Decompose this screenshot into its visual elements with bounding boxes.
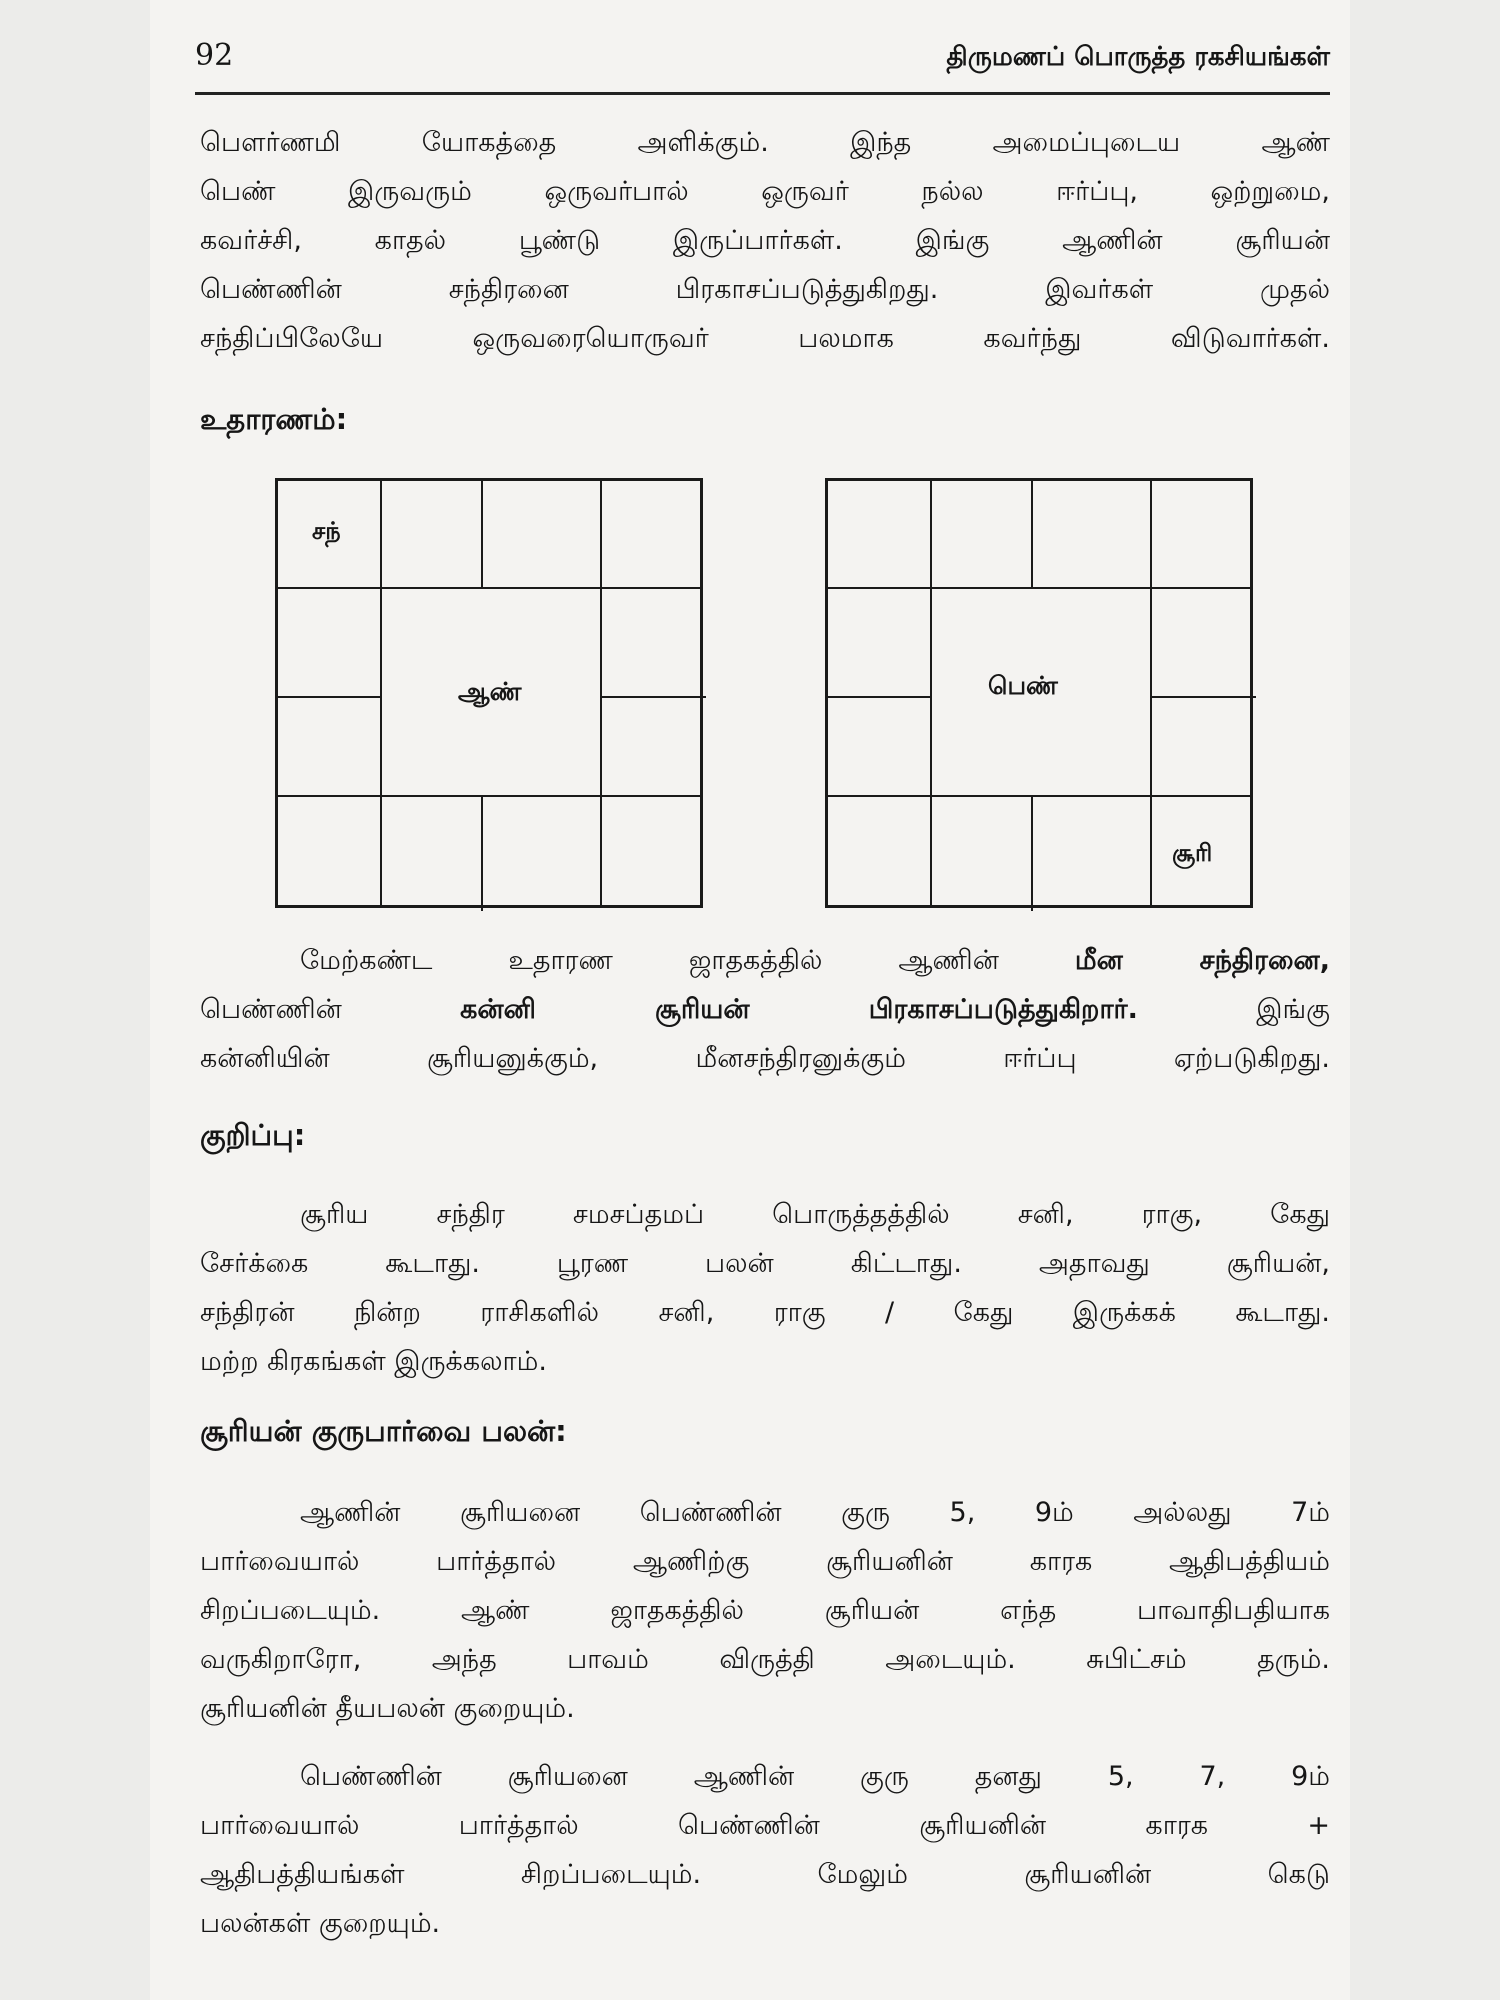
text-line: கன்னியின் சூரியனுக்கும், மீனசந்திரனுக்கும் ஈர்ப்பு ஏற்படுகிறது. bbox=[200, 1043, 1330, 1074]
text-line: ஆணின் சூரியனை பெண்ணின் குரு 5, 9ம் அல்லது 7ம் bbox=[300, 1497, 1330, 1528]
text-line: பார்வையால் பார்த்தால் ஆணிற்கு சூரியனின் காரக ஆதிபத்தியம் bbox=[200, 1546, 1330, 1577]
text-line: சூரியனின் தீயபலன் குறையும். bbox=[200, 1693, 575, 1724]
text-line: பெண்ணின் கன்னி சூரியன் பிரகாசப்படுத்துகிறார். இங்கு bbox=[200, 994, 1330, 1025]
running-title: திருமணப் பொருத்த ரகசியங்கள் bbox=[946, 42, 1330, 72]
paragraph-example-explanation bbox=[200, 936, 1330, 1083]
horoscope-chart-female bbox=[825, 478, 1253, 908]
text-line: மேற்கண்ட உதாரண ஜாதகத்தில் ஆணின் மீன சந்திரனை, bbox=[300, 945, 1330, 976]
text-line: சந்திரன் நின்ற ராசிகளில் சனி, ராகு / கேது இருக்கக் கூடாது. bbox=[200, 1297, 1330, 1328]
text-line: பார்வையால் பார்த்தால் பெண்ணின் சூரியனின் காரக + bbox=[200, 1810, 1330, 1841]
page-number: 92 bbox=[195, 38, 234, 73]
note-heading: குறிப்பு: bbox=[200, 1118, 306, 1152]
paragraph-intro bbox=[200, 118, 1330, 363]
text-line: பெண் இருவரும் ஒருவர்பால் ஒருவர் நல்ல ஈர்ப்பு, ஒற்றுமை, bbox=[200, 176, 1330, 207]
text-line: சிறப்படையும். ஆண் ஜாதகத்தில் சூரியன் எந்த பாவாதிபதியாக bbox=[200, 1595, 1330, 1626]
text-line: வருகிறாரோ, அந்த பாவம் விருத்தி அடையும். சுபிட்சம் தரும். bbox=[200, 1644, 1330, 1675]
chart-center-label-female: பெண் bbox=[988, 671, 1058, 700]
text-line: சூரிய சந்திர சமசப்தமப் பொருத்தத்தில் சனி, ராகு, கேது bbox=[300, 1199, 1330, 1230]
paragraph-note bbox=[200, 1190, 1330, 1386]
text-line: பௌர்ணமி யோகத்தை அளிக்கும். இந்த அமைப்புடைய ஆண் bbox=[200, 127, 1330, 158]
paragraph-female-sun bbox=[200, 1752, 1330, 1948]
cell-label-sun: சூரி bbox=[1172, 839, 1213, 867]
text-line: மற்ற கிரகங்கள் இருக்கலாம். bbox=[200, 1346, 547, 1377]
header-rule bbox=[195, 92, 1330, 95]
cell-label-moon: சந் bbox=[312, 517, 341, 545]
text-line: பலன்கள் குறையும். bbox=[200, 1908, 441, 1939]
chart-center-label-male: ஆண் bbox=[458, 677, 522, 706]
text-line: பெண்ணின் சந்திரனை பிரகாசப்படுத்துகிறது. இவர்கள் முதல் bbox=[200, 274, 1330, 305]
paragraph-male-sun bbox=[200, 1488, 1330, 1733]
sun-aspect-heading: சூரியன் குருபார்வை பலன்: bbox=[200, 1414, 567, 1448]
text-line: பெண்ணின் சூரியனை ஆணின் குரு தனது 5, 7, 9ம் bbox=[300, 1761, 1330, 1792]
text-line: ஆதிபத்தியங்கள் சிறப்படையும். மேலும் சூரியனின் கெடு bbox=[200, 1859, 1330, 1890]
text-line: சேர்க்கை கூடாது. பூரண பலன் கிட்டாது. அதாவது சூரியன், bbox=[200, 1248, 1330, 1279]
example-heading: உதாரணம்: bbox=[200, 402, 348, 436]
text-line: கவர்ச்சி, காதல் பூண்டு இருப்பார்கள். இங்கு ஆணின் சூரியன் bbox=[200, 225, 1330, 256]
horoscope-chart-male bbox=[275, 478, 703, 908]
text-line: சந்திப்பிலேயே ஒருவரையொருவர் பலமாக கவர்ந்து விடுவார்கள். bbox=[200, 323, 1330, 354]
